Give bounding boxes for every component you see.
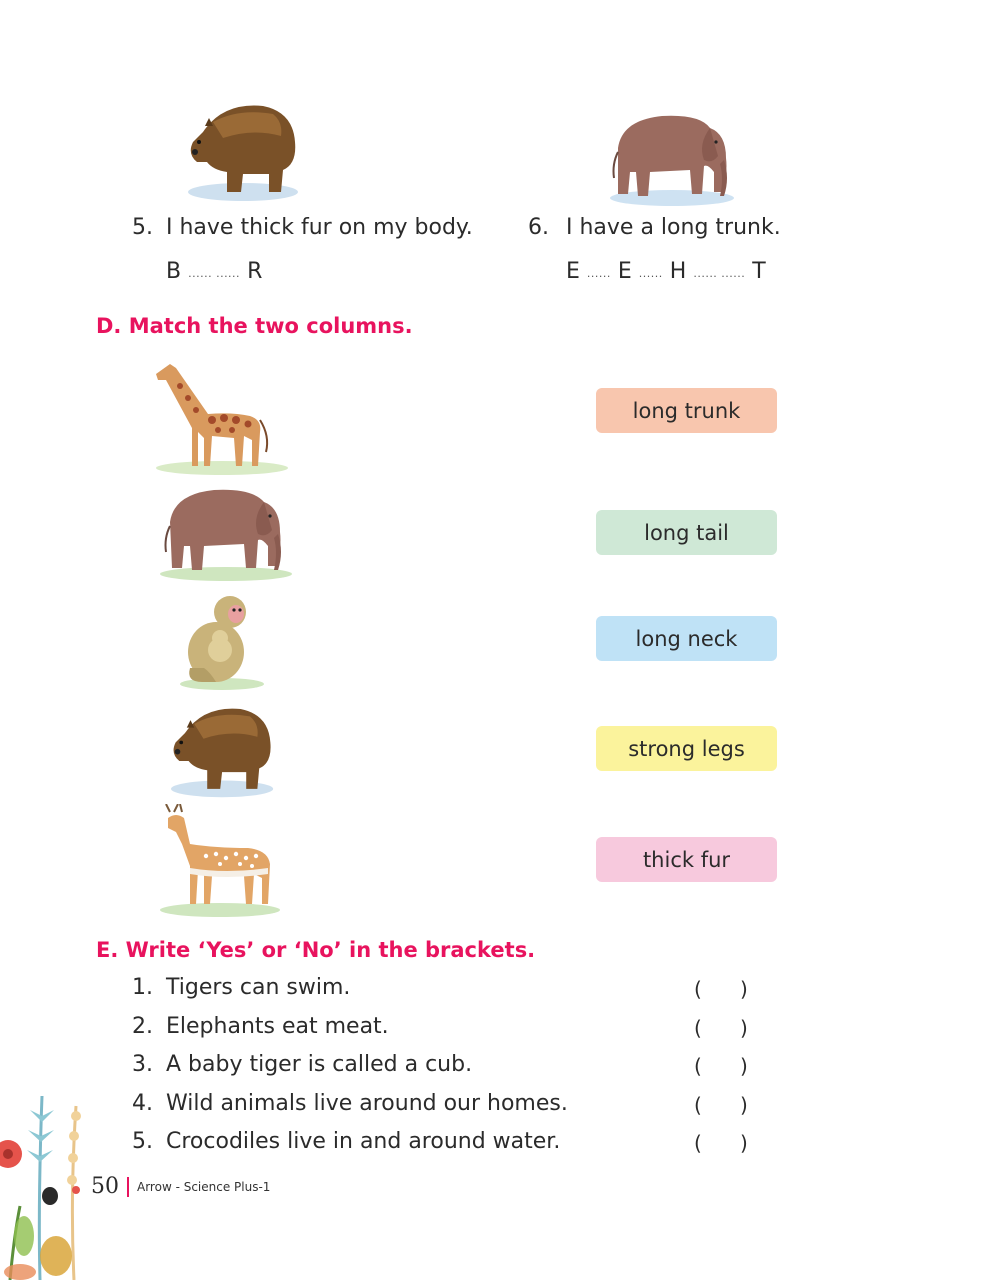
letter-blanks bbox=[166, 259, 262, 284]
match-option-label: long trunk bbox=[632, 398, 741, 423]
letter-blanks bbox=[566, 259, 766, 284]
floral-decoration bbox=[0, 1086, 96, 1280]
statement-text: Tigers can swim. bbox=[166, 975, 351, 1000]
puzzle-clue: I have a long trunk. bbox=[566, 215, 781, 240]
match-option-thick-fur[interactable] bbox=[596, 837, 777, 882]
elephant-illustration bbox=[152, 482, 298, 582]
deer-illustration bbox=[156, 804, 282, 918]
item-number: 5. bbox=[132, 215, 153, 240]
match-option-label: long tail bbox=[644, 520, 729, 545]
match-option-long-trunk[interactable] bbox=[596, 388, 777, 433]
footer-divider bbox=[127, 1177, 129, 1197]
monkey-illustration bbox=[176, 588, 268, 692]
puzzle-clue: I have thick fur on my body. bbox=[166, 215, 473, 240]
statement-text: Elephants eat meat. bbox=[166, 1014, 389, 1039]
item-number: 4. bbox=[132, 1091, 153, 1116]
letter: R bbox=[247, 259, 263, 284]
item-number: 6. bbox=[528, 215, 549, 240]
bear-illustration-top bbox=[183, 92, 305, 204]
book-title: Arrow - Science Plus-1 bbox=[137, 1179, 271, 1194]
section-e-heading: E. Write ‘Yes’ or ‘No’ in the brackets. bbox=[96, 938, 536, 962]
item-number: 3. bbox=[132, 1052, 153, 1077]
match-option-strong-legs[interactable] bbox=[596, 726, 777, 771]
match-option-label: strong legs bbox=[628, 736, 745, 761]
letter: B bbox=[166, 259, 182, 284]
statement-text: Wild animals live around our homes. bbox=[166, 1091, 568, 1116]
page-number: 50 bbox=[91, 1174, 119, 1199]
answer-bracket[interactable]: ( ) bbox=[694, 1016, 748, 1040]
item-number: 1. bbox=[132, 975, 153, 1000]
match-option-label: thick fur bbox=[642, 847, 731, 872]
statement-text: Crocodiles live in and around water. bbox=[166, 1129, 561, 1154]
blank-dots[interactable]: ...... bbox=[638, 267, 663, 280]
match-option-label: long neck bbox=[635, 626, 738, 651]
answer-bracket[interactable]: ( ) bbox=[694, 1093, 748, 1117]
item-number: 2. bbox=[132, 1014, 153, 1039]
blank-dots[interactable]: ...... ...... bbox=[693, 267, 746, 280]
match-option-long-tail[interactable] bbox=[596, 510, 777, 555]
page-footer bbox=[91, 1174, 270, 1199]
blank-dots[interactable]: ...... bbox=[586, 267, 611, 280]
blank-dots[interactable]: ...... ...... bbox=[188, 267, 241, 280]
letter: E bbox=[566, 259, 580, 284]
item-number: 5. bbox=[132, 1129, 153, 1154]
statement-text: A baby tiger is called a cub. bbox=[166, 1052, 473, 1077]
answer-bracket[interactable]: ( ) bbox=[694, 1054, 748, 1078]
answer-bracket[interactable]: ( ) bbox=[694, 1131, 748, 1155]
letter: T bbox=[752, 259, 766, 284]
elephant-illustration-top bbox=[600, 108, 740, 208]
section-d-heading: D. Match the two columns. bbox=[96, 314, 413, 338]
match-option-long-neck[interactable] bbox=[596, 616, 777, 661]
bear-illustration bbox=[164, 696, 282, 800]
giraffe-illustration bbox=[152, 356, 292, 476]
letter: E bbox=[617, 259, 632, 284]
answer-bracket[interactable]: ( ) bbox=[694, 977, 748, 1001]
letter: H bbox=[669, 259, 687, 284]
